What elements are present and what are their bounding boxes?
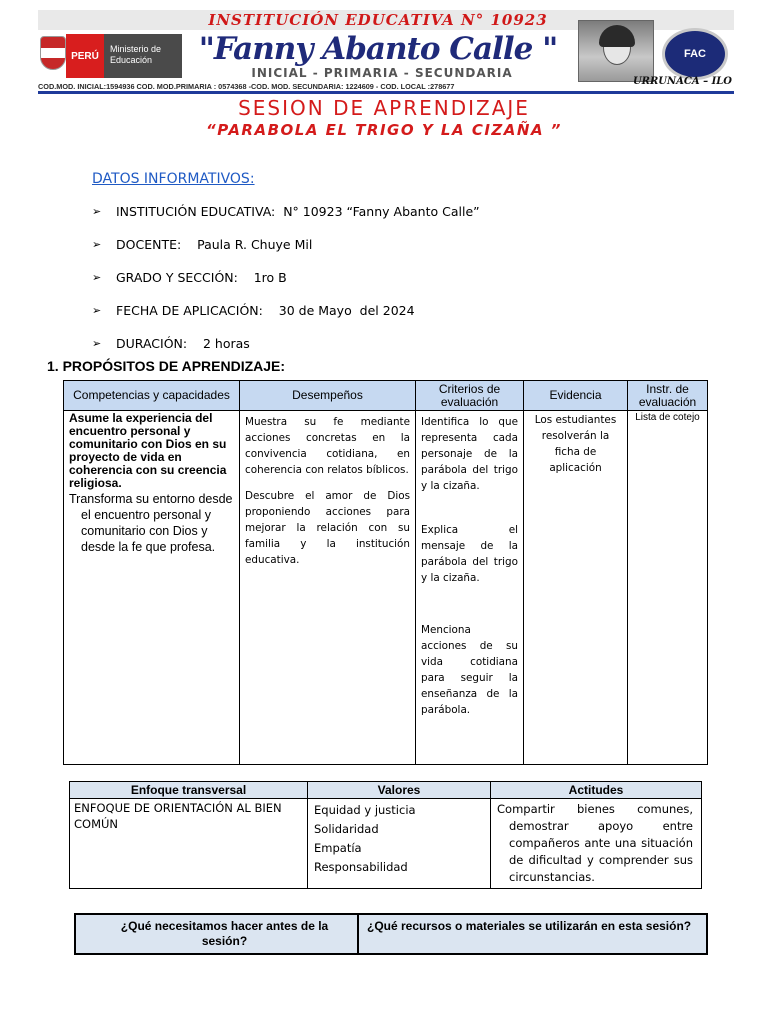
header-enfoque: Enfoque transversal	[70, 782, 308, 799]
table-row	[70, 799, 702, 889]
institution-line: INSTITUCIÓN EDUCATIVA N° 10923	[208, 11, 548, 29]
section-title: 1. PROPÓSITOS DE APRENDIZAJE:	[47, 358, 286, 374]
valor-item: Empatía	[314, 841, 362, 855]
bullet-arrow-icon: ➢	[92, 238, 102, 251]
header-recursos: ¿Qué recursos o materiales se utilizarán en esta sesión?	[358, 914, 707, 954]
info-item	[92, 236, 692, 269]
school-emblem-icon: FAC	[662, 28, 728, 80]
info-item	[92, 203, 692, 236]
header-instrumento: Instr. de evaluación	[628, 381, 708, 411]
desempeno-item: Muestra su fe mediante acciones concretas en la convivencia cotidiana, en coherencia con relatos bíblicos.	[245, 416, 410, 476]
info-value: N° 10923 “Fanny Abanto Calle”	[283, 204, 480, 219]
datos-heading: DATOS INFORMATIVOS:	[92, 171, 255, 187]
school-banner	[38, 10, 734, 96]
header-criterios: Criterios de evaluación	[416, 381, 524, 411]
bullet-arrow-icon: ➢	[92, 205, 102, 218]
instrumento-cell: Lista de cotejo	[628, 411, 708, 765]
valor-item: Responsabilidad	[314, 860, 408, 874]
desempeno-item: Descubre el amor de Dios proponiendo acciones para mejorar la relación con su familia y la institución educativa.	[245, 490, 410, 566]
competencia-text: Asume la experiencia del encuentro personal y comunitario con Dios en su proyecto de vida en coherencia con su creencia religiosa.	[69, 411, 227, 490]
page-title: SESION DE APRENDIZAJE	[238, 96, 530, 120]
table-header-row	[75, 914, 707, 954]
banner-divider	[38, 91, 734, 94]
photo-hair	[599, 25, 635, 47]
enfoque-table	[69, 781, 702, 889]
table-header-row	[70, 782, 702, 799]
bullet-arrow-icon: ➢	[92, 271, 102, 284]
desempenos-cell	[240, 411, 416, 765]
enfoque-cell: ENFOQUE DE ORIENTACIÓN AL BIEN COMÚN	[70, 799, 308, 889]
bullet-arrow-icon: ➢	[92, 304, 102, 317]
criterio-item: Identifica lo que representa cada personaje de la parábola del trigo y la cizaña.	[421, 416, 518, 492]
bullet-arrow-icon: ➢	[92, 337, 102, 350]
valores-cell	[308, 799, 491, 889]
info-label: GRADO Y SECCIÓN:	[116, 270, 254, 285]
header-evidencia: Evidencia	[524, 381, 628, 411]
info-item	[92, 269, 692, 302]
criterios-cell	[416, 411, 524, 765]
header-competencias: Competencias y capacidades	[64, 381, 240, 411]
info-value: 1ro B	[253, 270, 287, 285]
valor-item: Equidad y justicia	[314, 803, 416, 817]
capacidad-text: Transforma su entorno desde el encuentro personal y comunitario con Dios y desde la fe que profesa.	[69, 492, 233, 554]
table-header-row	[64, 381, 708, 411]
criterio-item: Menciona acciones de su vida cotidiana para seguir la enseñanza de la parábola.	[421, 624, 518, 716]
peru-label: PERÚ	[66, 34, 104, 78]
page-subtitle: “PARABOLA EL TRIGO Y LA CIZAÑA ”	[206, 121, 562, 139]
ministry-label: Ministerio de Educación	[104, 34, 182, 78]
evidencia-cell: Los estudiantes resolverán la ficha de aplicación	[524, 411, 628, 765]
info-list	[92, 203, 692, 368]
education-levels: INICIAL - PRIMARIA - SECUNDARIA	[251, 66, 513, 80]
info-label: DURACIÓN:	[116, 336, 203, 351]
preparacion-table	[74, 913, 708, 955]
info-label: FECHA DE APLICACIÓN:	[116, 303, 279, 318]
valor-item: Solidaridad	[314, 822, 379, 836]
header-desempenos: Desempeños	[240, 381, 416, 411]
info-value: Paula R. Chuye Mil	[197, 237, 313, 252]
header-valores: Valores	[308, 782, 491, 799]
modular-codes: COD.MOD. INICIAL:1594936 COD. MOD.PRIMARIA : 0574368 -COD. MOD. SECUNDARIA: 1224609 - COD. LOCAL :278677	[38, 82, 455, 91]
peru-shield-icon	[40, 36, 66, 70]
info-value: 2 horas	[203, 336, 250, 351]
info-label: INSTITUCIÓN EDUCATIVA:	[116, 204, 284, 219]
competencias-cell	[64, 411, 240, 765]
info-item	[92, 302, 692, 335]
location-label: URRUNACA – ILO	[632, 76, 732, 87]
actitudes-cell: Compartir bienes comunes, demostrar apoyo entre compañeros ante una situación de dificultad y comprender sus circunstancias.	[491, 799, 702, 889]
info-value: 30 de Mayo del 2024	[278, 303, 415, 318]
school-name: "Fanny Abanto Calle "	[198, 31, 558, 67]
propositos-table	[63, 380, 708, 765]
founder-photo	[578, 20, 654, 82]
header-antes-sesion: ¿Qué necesitamos hacer antes de la sesión?	[75, 914, 358, 954]
criterio-item: Explica el mensaje de la parábola del trigo y la cizaña.	[421, 524, 518, 584]
table-row	[64, 411, 708, 765]
header-actitudes: Actitudes	[491, 782, 702, 799]
info-label: DOCENTE:	[116, 237, 198, 252]
